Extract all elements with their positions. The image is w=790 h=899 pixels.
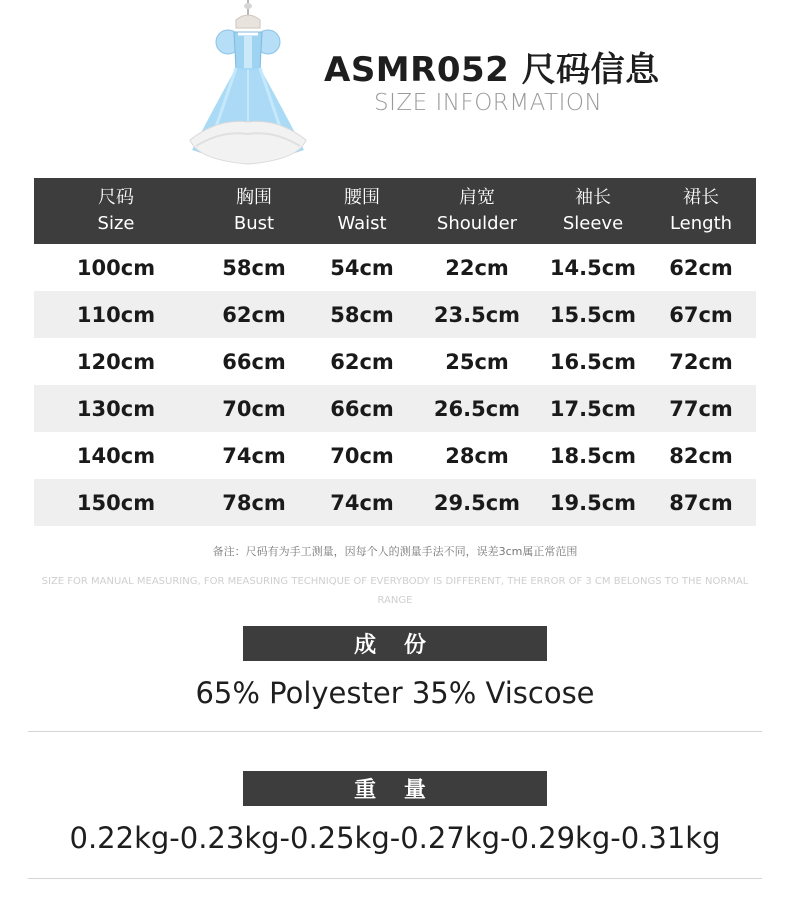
measurement-note-en: SIZE FOR MANUAL MEASURING, FOR MEASURING TECHNIQUE OF EVERYBODY IS DIFFERENT, THE ERROR OF 3 CM BELONGS TO THE NORMAL RANGE [41, 576, 749, 606]
cell-size: 100cm [76, 255, 156, 280]
cell-waist: 58cm [330, 302, 394, 327]
cell-bust: 74cm [222, 443, 286, 468]
column-header-cn: 尺码 [98, 187, 134, 208]
measurement-note-cn: 备注：尺码有为手工测量，因每个人的测量手法不同，误差3cm属正常范围 [212, 545, 578, 558]
cell-sleeve: 17.5cm [549, 396, 637, 421]
dress-product-image [178, 0, 318, 170]
divider [28, 878, 762, 879]
cell-bust: 70cm [222, 396, 286, 421]
cell-size: 110cm [76, 302, 156, 327]
column-header-size [34, 178, 198, 244]
size-table [34, 178, 756, 526]
cell-length: 87cm [669, 490, 733, 515]
column-header-en: Size [97, 213, 135, 234]
cell-length: 82cm [669, 443, 733, 468]
table-row [34, 385, 756, 432]
page-title: ASMR052 尺码信息 [324, 50, 660, 90]
cell-bust: 66cm [222, 349, 286, 374]
cell-bust: 58cm [222, 255, 286, 280]
cell-shoulder: 29.5cm [433, 490, 521, 515]
cell-shoulder: 23.5cm [433, 302, 521, 327]
cell-sleeve: 18.5cm [549, 443, 637, 468]
cell-length: 77cm [669, 396, 733, 421]
column-header-sleeve [540, 178, 646, 244]
cell-waist: 54cm [330, 255, 394, 280]
weight-value: 0.22kg-0.23kg-0.25kg-0.27kg-0.29kg-0.31kg [69, 821, 721, 855]
table-row [34, 432, 756, 479]
column-header-en: Shoulder [436, 213, 518, 234]
column-header-shoulder [414, 178, 540, 244]
cell-waist: 70cm [330, 443, 394, 468]
column-header-en: Sleeve [562, 213, 624, 234]
cell-length: 67cm [669, 302, 733, 327]
page-subtitle: SIZE INFORMATION [374, 90, 603, 116]
cell-size: 120cm [76, 349, 156, 374]
column-header-cn: 裙长 [683, 187, 719, 208]
cell-size: 140cm [76, 443, 156, 468]
size-table-header [34, 178, 756, 244]
weight-banner: 重 量 [243, 771, 547, 806]
cell-shoulder: 26.5cm [433, 396, 521, 421]
table-row [34, 479, 756, 526]
composition-value: 65% Polyester 35% Viscose [195, 676, 595, 710]
cell-length: 72cm [669, 349, 733, 374]
cell-size: 150cm [76, 490, 156, 515]
cell-sleeve: 16.5cm [549, 349, 637, 374]
cell-sleeve: 19.5cm [549, 490, 637, 515]
column-header-en: Length [669, 213, 733, 234]
cell-shoulder: 25cm [445, 349, 509, 374]
column-header-cn: 胸围 [236, 187, 272, 208]
cell-length: 62cm [669, 255, 733, 280]
table-row [34, 338, 756, 385]
cell-waist: 66cm [330, 396, 394, 421]
cell-shoulder: 28cm [445, 443, 509, 468]
column-header-length [646, 178, 756, 244]
column-header-bust [198, 178, 310, 244]
table-row [34, 291, 756, 338]
cell-bust: 78cm [222, 490, 286, 515]
column-header-cn: 腰围 [344, 187, 380, 208]
column-header-en: Bust [233, 213, 275, 234]
cell-waist: 74cm [330, 490, 394, 515]
cell-sleeve: 15.5cm [549, 302, 637, 327]
cell-size: 130cm [76, 396, 156, 421]
cell-sleeve: 14.5cm [549, 255, 637, 280]
column-header-cn: 袖长 [575, 187, 611, 208]
cell-waist: 62cm [330, 349, 394, 374]
composition-banner: 成 份 [243, 626, 547, 661]
column-header-en: Waist [337, 213, 387, 234]
cell-bust: 62cm [222, 302, 286, 327]
column-header-waist [310, 178, 414, 244]
column-header-cn: 肩宽 [459, 187, 495, 208]
divider [28, 731, 762, 732]
table-row [34, 244, 756, 291]
cell-shoulder: 22cm [445, 255, 509, 280]
